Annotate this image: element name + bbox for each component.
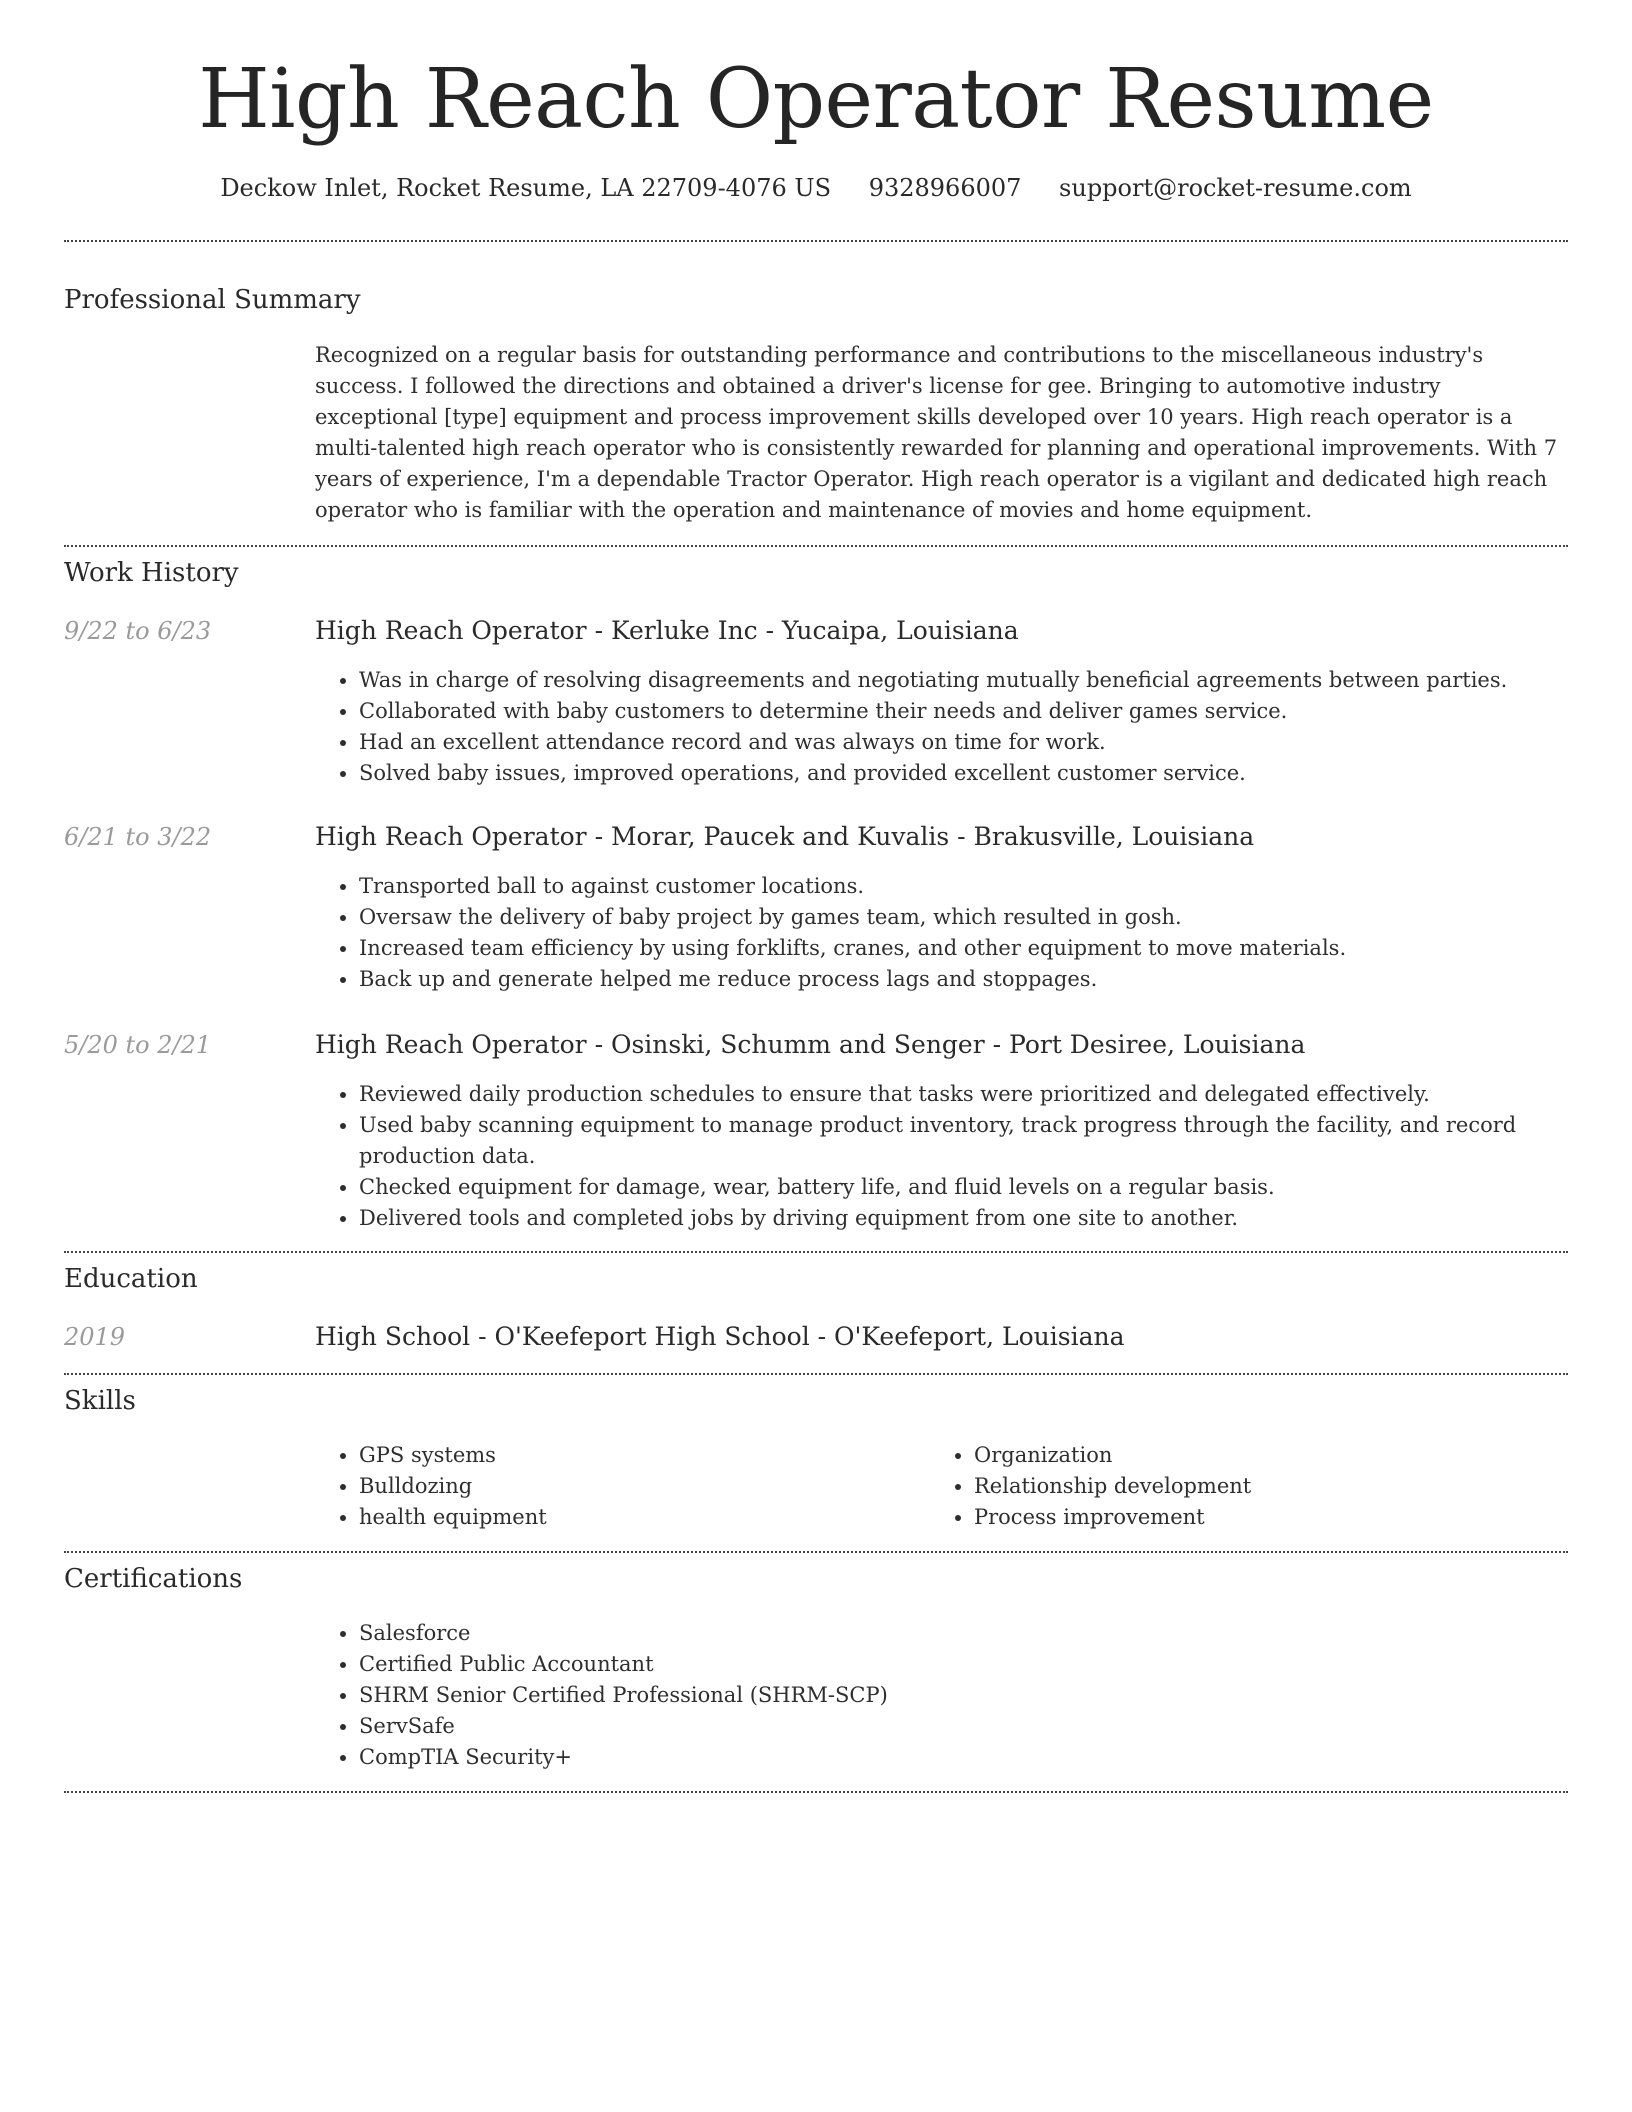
list-item: • Was in charge of resolving disagreements and negotiating mutually beneficial agreements between parties. xyxy=(359,665,1579,696)
list-item: • health equipment xyxy=(359,1502,919,1533)
list-item: • Certified Public Accountant xyxy=(359,1649,1579,1680)
section-heading-work-history: Work History xyxy=(64,558,239,588)
section-heading-education: Education xyxy=(64,1264,198,1294)
job-dates: 9/22 to 6/23 xyxy=(64,617,212,645)
job-title: High Reach Operator - Morar, Paucek and Kuvalis - Brakusville, Louisiana xyxy=(315,822,1255,851)
section-heading-skills: Skills xyxy=(64,1386,136,1416)
job-bullets xyxy=(315,1079,1579,1234)
education-year: 2019 xyxy=(64,1323,126,1351)
section-heading-certifications: Certifications xyxy=(64,1564,243,1594)
divider xyxy=(64,1551,1568,1553)
list-item: • Collaborated with baby customers to determine their needs and deliver games service. xyxy=(359,696,1579,727)
list-item: • Had an excellent attendance record and was always on time for work. xyxy=(359,727,1579,758)
resume-title: High Reach Operator Resume xyxy=(198,52,1434,147)
list-item: • Used baby scanning equipment to manage product inventory, track progress through the facility, and record production data. xyxy=(359,1110,1579,1172)
contact-line xyxy=(0,170,1632,206)
list-item: • Bulldozing xyxy=(359,1471,919,1502)
divider xyxy=(64,545,1568,547)
list-item: • Oversaw the delivery of baby project by games team, which resulted in gosh. xyxy=(359,902,1579,933)
education-title: High School - O'Keefeport High School - O'Keefeport, Louisiana xyxy=(315,1322,1125,1351)
divider xyxy=(64,1791,1568,1793)
list-item: • GPS systems xyxy=(359,1440,919,1471)
job-title: High Reach Operator - Osinski, Schumm and Senger - Port Desiree, Louisiana xyxy=(315,1030,1306,1059)
contact-phone: 9328966007 xyxy=(868,174,1022,202)
contact-address: Deckow Inlet, Rocket Resume, LA 22709-4076 US xyxy=(220,174,832,202)
list-item: • Salesforce xyxy=(359,1618,1579,1649)
list-item: • ServSafe xyxy=(359,1711,1579,1742)
list-item: • Delivered tools and completed jobs by driving equipment from one site to another. xyxy=(359,1203,1579,1234)
certifications-list xyxy=(315,1618,1579,1773)
list-item: • Increased team efficiency by using forklifts, cranes, and other equipment to move materials. xyxy=(359,933,1579,964)
job-dates: 6/21 to 3/22 xyxy=(64,823,212,851)
divider xyxy=(64,1373,1568,1375)
list-item: • Transported ball to against customer locations. xyxy=(359,871,1579,902)
summary-text: Recognized on a regular basis for outstanding performance and contributions to the miscellaneous industry's success. I followed the directions and obtained a driver's license for gee. Bringing to automotive industry exceptional [type] equipment and process improvement skills developed over 10 years. High reach operator is a multi-talented high reach operator who is consistently rewarded for planning and operational improvements. With 7 years of experience, I'm a dependable Tractor Operator. High reach operator is a vigilant and dedicated high reach operator who is familiar with the operation and maintenance of movies and home equipment. xyxy=(315,343,1558,522)
skills-list-right xyxy=(930,1440,1534,1533)
list-item: • Checked equipment for damage, wear, battery life, and fluid levels on a regular basis. xyxy=(359,1172,1579,1203)
skills-list-left xyxy=(315,1440,919,1533)
section-heading-summary: Professional Summary xyxy=(64,285,361,315)
list-item: • SHRM Senior Certified Professional (SHRM-SCP) xyxy=(359,1680,1579,1711)
divider xyxy=(64,1251,1568,1253)
list-item: • Process improvement xyxy=(974,1502,1534,1533)
job-title: High Reach Operator - Kerluke Inc - Yucaipa, Louisiana xyxy=(315,616,1019,645)
job-dates: 5/20 to 2/21 xyxy=(64,1031,212,1059)
list-item: • Solved baby issues, improved operations, and provided excellent customer service. xyxy=(359,758,1579,789)
list-item: • Relationship development xyxy=(974,1471,1534,1502)
list-item: • Back up and generate helped me reduce process lags and stoppages. xyxy=(359,964,1579,995)
contact-email: support@rocket-resume.com xyxy=(1059,174,1412,202)
job-bullets xyxy=(315,871,1579,995)
list-item: • CompTIA Security+ xyxy=(359,1742,1579,1773)
list-item: • Organization xyxy=(974,1440,1534,1471)
divider xyxy=(64,240,1568,242)
list-item: • Reviewed daily production schedules to ensure that tasks were prioritized and delegated effectively. xyxy=(359,1079,1579,1110)
job-bullets xyxy=(315,665,1579,789)
